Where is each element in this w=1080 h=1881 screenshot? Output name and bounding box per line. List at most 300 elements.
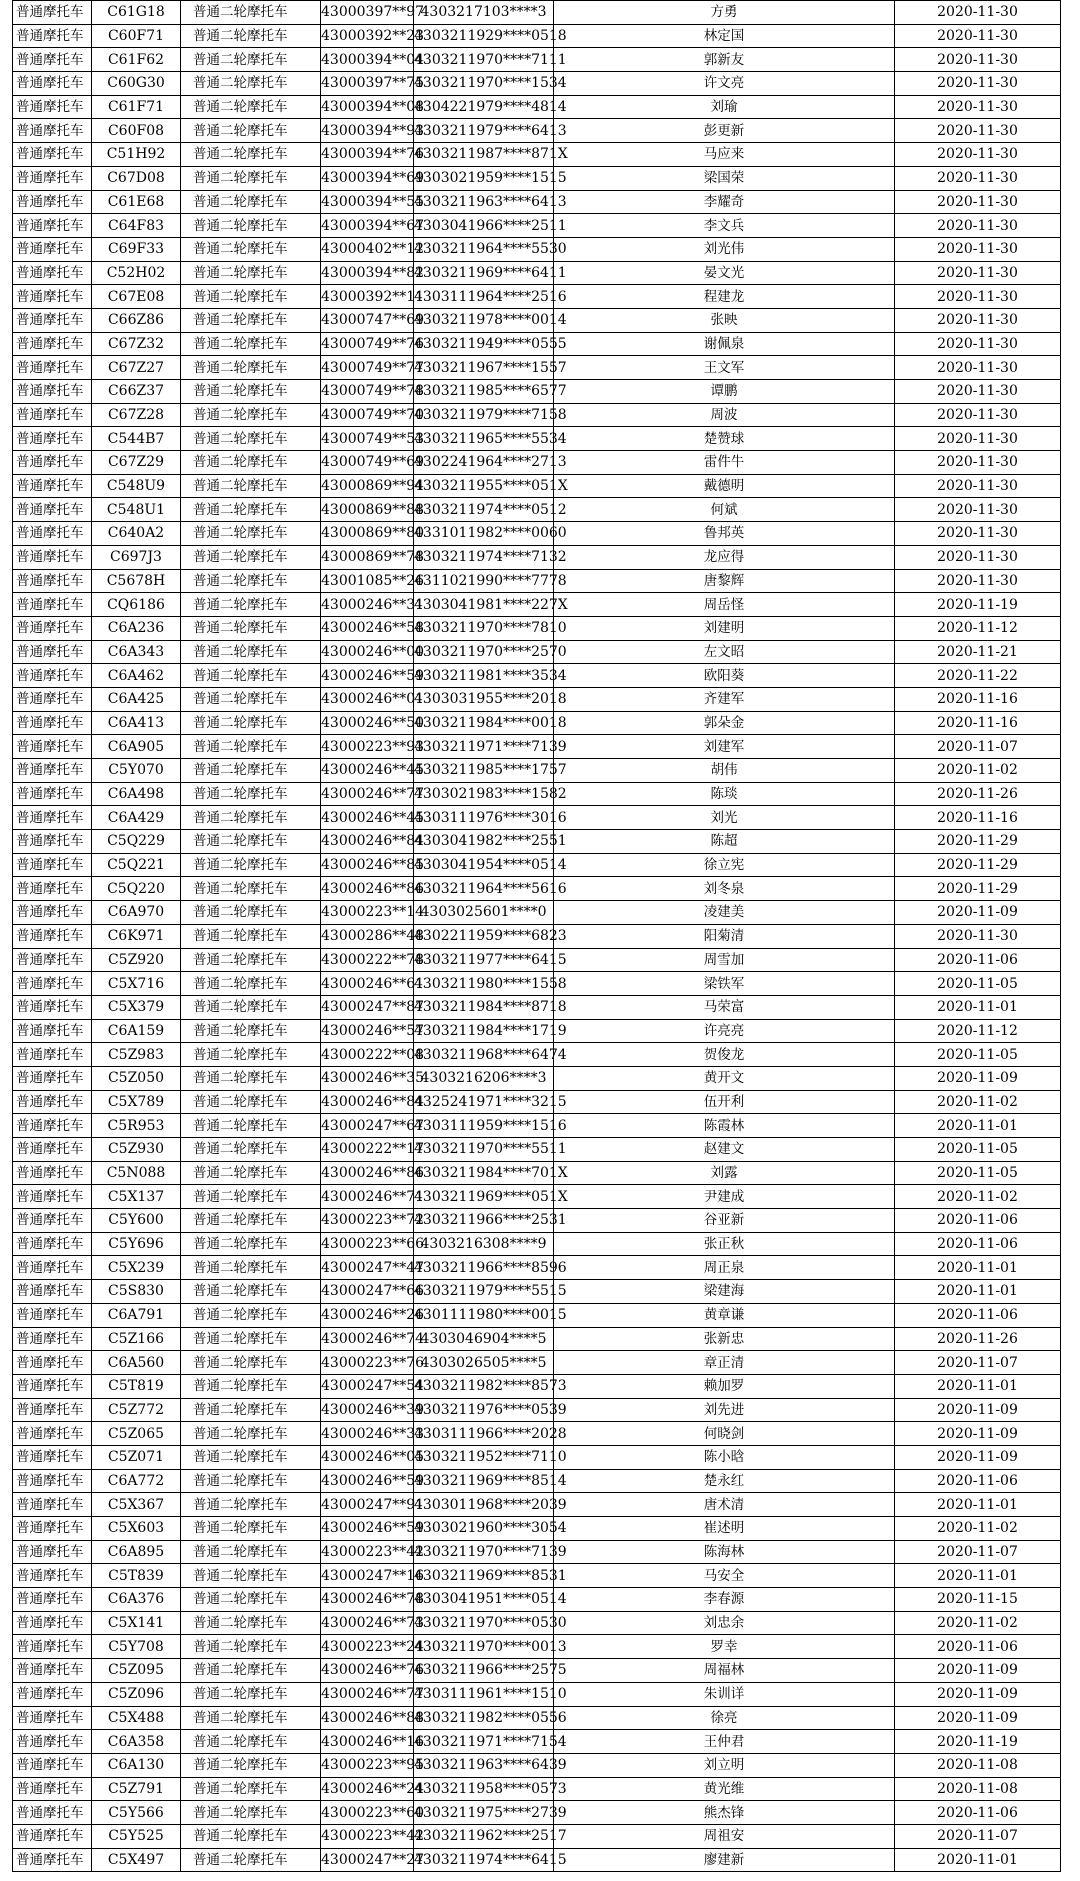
owner-name-cell: 陈超 xyxy=(554,830,895,854)
vehicle-type-cell: 普通摩托车 xyxy=(13,1066,92,1090)
vehicle-type-cell: 普通摩托车 xyxy=(13,1517,92,1541)
vehicle-class-cell: 普通二轮摩托车 xyxy=(181,143,321,167)
vehicle-type-cell: 普通摩托车 xyxy=(13,806,92,830)
id-number-cell: 4303021959****1515 xyxy=(414,166,554,190)
vehicle-class-cell: 普通二轮摩托车 xyxy=(181,237,321,261)
date-cell: 2020-11-30 xyxy=(895,498,1061,522)
license-number-cell: 43000869**94 xyxy=(321,474,414,498)
date-cell: 2020-11-02 xyxy=(895,759,1061,783)
vehicle-type-cell: 普通摩托车 xyxy=(13,403,92,427)
plate-number-cell: C6K971 xyxy=(92,924,181,948)
vehicle-type-cell: 普通摩托车 xyxy=(13,545,92,569)
vehicle-type-cell: 普通摩托车 xyxy=(13,853,92,877)
vehicle-type-cell: 普通摩托车 xyxy=(13,1256,92,1280)
table-row xyxy=(13,972,1061,996)
id-number-cell: 4303211969****8531 xyxy=(414,1564,554,1588)
id-number-cell: 4303211985****6577 xyxy=(414,380,554,404)
license-number-cell: 43000223**76 xyxy=(321,1351,414,1375)
owner-name-cell: 黄开文 xyxy=(554,1066,895,1090)
id-number-cell: 4303211979****7158 xyxy=(414,403,554,427)
id-number-cell: 4303211952****7110 xyxy=(414,1445,554,1469)
plate-number-cell: C6A358 xyxy=(92,1730,181,1754)
date-cell: 2020-11-09 xyxy=(895,1706,1061,1730)
table-row xyxy=(13,1753,1061,1777)
owner-name-cell: 黄章谦 xyxy=(554,1303,895,1327)
date-cell: 2020-11-30 xyxy=(895,308,1061,332)
table-row xyxy=(13,1327,1061,1351)
owner-name-cell: 罗幸 xyxy=(554,1635,895,1659)
license-number-cell: 43000222**78 xyxy=(321,948,414,972)
id-number-cell: 4303216206****3 xyxy=(414,1066,554,1090)
plate-number-cell: C6A236 xyxy=(92,616,181,640)
vehicle-class-cell: 普通二轮摩托车 xyxy=(181,877,321,901)
vehicle-class-cell: 普通二轮摩托车 xyxy=(181,948,321,972)
license-number-cell: 43000223**95 xyxy=(321,1753,414,1777)
plate-number-cell: C6A159 xyxy=(92,1019,181,1043)
plate-number-cell: C5678H xyxy=(92,569,181,593)
license-number-cell: 43000246**76 xyxy=(321,1659,414,1683)
license-number-cell: 43000869**80 xyxy=(321,522,414,546)
table-row xyxy=(13,1540,1061,1564)
date-cell: 2020-11-01 xyxy=(895,995,1061,1019)
license-number-cell: 43000394**69 xyxy=(321,166,414,190)
vehicle-class-cell: 普通二轮摩托车 xyxy=(181,1138,321,1162)
owner-name-cell: 陈海林 xyxy=(554,1540,895,1564)
plate-number-cell: C697J3 xyxy=(92,545,181,569)
plate-number-cell: C5Q221 xyxy=(92,853,181,877)
license-number-cell: 43000392**11 xyxy=(321,285,414,309)
license-number-cell: 43000747**69 xyxy=(321,308,414,332)
table-row xyxy=(13,995,1061,1019)
vehicle-class-cell: 普通二轮摩托车 xyxy=(181,664,321,688)
table-row xyxy=(13,1801,1061,1825)
owner-name-cell: 龙应得 xyxy=(554,545,895,569)
id-number-cell: 4303211985****1757 xyxy=(414,759,554,783)
license-number-cell: 43000397**75 xyxy=(321,72,414,96)
license-number-cell: 43000246**33 xyxy=(321,1422,414,1446)
plate-number-cell: C5Y708 xyxy=(92,1635,181,1659)
license-number-cell: 43000223**14 xyxy=(321,901,414,925)
owner-name-cell: 戴德明 xyxy=(554,474,895,498)
id-number-cell: 4303211970****7139 xyxy=(414,1540,554,1564)
id-number-cell: 4303111976****3016 xyxy=(414,806,554,830)
date-cell: 2020-11-12 xyxy=(895,1019,1061,1043)
vehicle-class-cell: 普通二轮摩托车 xyxy=(181,24,321,48)
owner-name-cell: 周雪加 xyxy=(554,948,895,972)
table-row xyxy=(13,522,1061,546)
license-number-cell: 43000869**88 xyxy=(321,498,414,522)
owner-name-cell: 黄光维 xyxy=(554,1777,895,1801)
vehicle-class-cell: 普通二轮摩托车 xyxy=(181,616,321,640)
vehicle-class-cell: 普通二轮摩托车 xyxy=(181,1232,321,1256)
owner-name-cell: 雷件牛 xyxy=(554,451,895,475)
owner-name-cell: 梁国荣 xyxy=(554,166,895,190)
vehicle-type-cell: 普通摩托车 xyxy=(13,830,92,854)
vehicle-class-cell: 普通二轮摩托车 xyxy=(181,1730,321,1754)
vehicle-type-cell: 普通摩托车 xyxy=(13,1374,92,1398)
date-cell: 2020-11-12 xyxy=(895,616,1061,640)
id-number-cell: 4303217103****3 xyxy=(414,1,554,25)
plate-number-cell: C6A425 xyxy=(92,687,181,711)
vehicle-class-cell: 普通二轮摩托车 xyxy=(181,166,321,190)
owner-name-cell: 楚永红 xyxy=(554,1469,895,1493)
table-row xyxy=(13,569,1061,593)
plate-number-cell: C5Y696 xyxy=(92,1232,181,1256)
owner-name-cell: 梁建海 xyxy=(554,1280,895,1304)
plate-number-cell: C5Q220 xyxy=(92,877,181,901)
owner-name-cell: 左文昭 xyxy=(554,640,895,664)
table-row xyxy=(13,1161,1061,1185)
date-cell: 2020-11-30 xyxy=(895,166,1061,190)
vehicle-class-cell: 普通二轮摩托车 xyxy=(181,1588,321,1612)
vehicle-type-cell: 普通摩托车 xyxy=(13,616,92,640)
date-cell: 2020-11-30 xyxy=(895,119,1061,143)
table-row xyxy=(13,1303,1061,1327)
vehicle-class-cell: 普通二轮摩托车 xyxy=(181,261,321,285)
vehicle-class-cell: 普通二轮摩托车 xyxy=(181,972,321,996)
license-number-cell: 43000749**78 xyxy=(321,380,414,404)
license-number-cell: 43000246**57 xyxy=(321,1019,414,1043)
vehicle-type-cell: 普通摩托车 xyxy=(13,190,92,214)
plate-number-cell: C6A376 xyxy=(92,1588,181,1612)
plate-number-cell: C5X497 xyxy=(92,1848,181,1872)
vehicle-class-cell: 普通二轮摩托车 xyxy=(181,214,321,238)
license-number-cell: 43000223**66 xyxy=(321,1232,414,1256)
vehicle-type-cell: 普通摩托车 xyxy=(13,1445,92,1469)
plate-number-cell: C69F33 xyxy=(92,237,181,261)
owner-name-cell: 周波 xyxy=(554,403,895,427)
table-row xyxy=(13,332,1061,356)
date-cell: 2020-11-16 xyxy=(895,806,1061,830)
id-number-cell: 4303211970****7810 xyxy=(414,616,554,640)
table-row xyxy=(13,1469,1061,1493)
owner-name-cell: 许亮亮 xyxy=(554,1019,895,1043)
table-row xyxy=(13,1019,1061,1043)
license-number-cell: 43000246**74 xyxy=(321,1327,414,1351)
plate-number-cell: C5X137 xyxy=(92,1185,181,1209)
license-number-cell: 43000246**88 xyxy=(321,1706,414,1730)
owner-name-cell: 齐建军 xyxy=(554,687,895,711)
owner-name-cell: 周祖安 xyxy=(554,1824,895,1848)
vehicle-class-cell: 普通二轮摩托车 xyxy=(181,95,321,119)
vehicle-type-cell: 普通摩托车 xyxy=(13,995,92,1019)
date-cell: 2020-11-21 xyxy=(895,640,1061,664)
table-row xyxy=(13,782,1061,806)
date-cell: 2020-11-09 xyxy=(895,901,1061,925)
date-cell: 2020-11-06 xyxy=(895,1232,1061,1256)
vehicle-type-cell: 普通摩托车 xyxy=(13,1682,92,1706)
table-row xyxy=(13,498,1061,522)
vehicle-class-cell: 普通二轮摩托车 xyxy=(181,1422,321,1446)
vehicle-type-cell: 普通摩托车 xyxy=(13,972,92,996)
id-number-cell: 4303211929****0518 xyxy=(414,24,554,48)
date-cell: 2020-11-30 xyxy=(895,924,1061,948)
vehicle-type-cell: 普通摩托车 xyxy=(13,95,92,119)
table-row xyxy=(13,166,1061,190)
owner-name-cell: 刘建明 xyxy=(554,616,895,640)
vehicle-type-cell: 普通摩托车 xyxy=(13,1493,92,1517)
plate-number-cell: C67Z32 xyxy=(92,332,181,356)
table-row xyxy=(13,308,1061,332)
vehicle-type-cell: 普通摩托车 xyxy=(13,901,92,925)
table-row xyxy=(13,616,1061,640)
license-number-cell: 43000247**54 xyxy=(321,1374,414,1398)
owner-name-cell: 彭更新 xyxy=(554,119,895,143)
id-number-cell: 4303211963****6413 xyxy=(414,190,554,214)
date-cell: 2020-11-30 xyxy=(895,332,1061,356)
id-number-cell: 4303041951****0514 xyxy=(414,1588,554,1612)
date-cell: 2020-11-02 xyxy=(895,1185,1061,1209)
table-row xyxy=(13,1777,1061,1801)
id-number-cell: 4311021990****7778 xyxy=(414,569,554,593)
plate-number-cell: C5Z096 xyxy=(92,1682,181,1706)
plate-number-cell: C5X716 xyxy=(92,972,181,996)
license-number-cell: 43000749**69 xyxy=(321,451,414,475)
license-number-cell: 43000246**50 xyxy=(321,711,414,735)
plate-number-cell: C67D08 xyxy=(92,166,181,190)
vehicle-type-cell: 普通摩托车 xyxy=(13,261,92,285)
vehicle-type-cell: 普通摩托车 xyxy=(13,711,92,735)
vehicle-type-cell: 普通摩托车 xyxy=(13,1801,92,1825)
owner-name-cell: 欧阳葵 xyxy=(554,664,895,688)
license-number-cell: 43000286**48 xyxy=(321,924,414,948)
vehicle-type-cell: 普通摩托车 xyxy=(13,1303,92,1327)
id-number-cell: 4303211982****0556 xyxy=(414,1706,554,1730)
table-row xyxy=(13,640,1061,664)
vehicle-type-cell: 普通摩托车 xyxy=(13,1730,92,1754)
table-row xyxy=(13,1422,1061,1446)
date-cell: 2020-11-29 xyxy=(895,830,1061,854)
license-number-cell: 43000246**77 xyxy=(321,782,414,806)
date-cell: 2020-11-30 xyxy=(895,285,1061,309)
license-number-cell: 43000247**16 xyxy=(321,1564,414,1588)
table-row xyxy=(13,119,1061,143)
date-cell: 2020-11-30 xyxy=(895,427,1061,451)
plate-number-cell: C6A462 xyxy=(92,664,181,688)
table-row xyxy=(13,451,1061,475)
vehicle-type-cell: 普通摩托车 xyxy=(13,1398,92,1422)
date-cell: 2020-11-07 xyxy=(895,735,1061,759)
plate-number-cell: C61F71 xyxy=(92,95,181,119)
vehicle-class-cell: 普通二轮摩托车 xyxy=(181,1280,321,1304)
vehicle-type-cell: 普通摩托车 xyxy=(13,782,92,806)
date-cell: 2020-11-29 xyxy=(895,853,1061,877)
owner-name-cell: 朱训详 xyxy=(554,1682,895,1706)
id-number-cell: 4303211965****5534 xyxy=(414,427,554,451)
vehicle-class-cell: 普通二轮摩托车 xyxy=(181,403,321,427)
owner-name-cell: 周岳怪 xyxy=(554,593,895,617)
plate-number-cell: C67Z27 xyxy=(92,356,181,380)
vehicle-class-cell: 普通二轮摩托车 xyxy=(181,1398,321,1422)
vehicle-class-cell: 普通二轮摩托车 xyxy=(181,356,321,380)
id-number-cell: 4303211987****871X xyxy=(414,143,554,167)
vehicle-class-cell: 普通二轮摩托车 xyxy=(181,332,321,356)
date-cell: 2020-11-16 xyxy=(895,711,1061,735)
plate-number-cell: C6A772 xyxy=(92,1469,181,1493)
vehicle-class-cell: 普通二轮摩托车 xyxy=(181,830,321,854)
vehicle-type-cell: 普通摩托车 xyxy=(13,1185,92,1209)
vehicle-class-cell: 普通二轮摩托车 xyxy=(181,569,321,593)
plate-number-cell: C6A429 xyxy=(92,806,181,830)
date-cell: 2020-11-01 xyxy=(895,1114,1061,1138)
plate-number-cell: C5Y525 xyxy=(92,1824,181,1848)
date-cell: 2020-11-30 xyxy=(895,380,1061,404)
date-cell: 2020-11-30 xyxy=(895,190,1061,214)
vehicle-class-cell: 普通二轮摩托车 xyxy=(181,687,321,711)
plate-number-cell: C548U1 xyxy=(92,498,181,522)
table-row xyxy=(13,1066,1061,1090)
owner-name-cell: 马安全 xyxy=(554,1564,895,1588)
table-row xyxy=(13,1090,1061,1114)
id-number-cell: 4303211969****8514 xyxy=(414,1469,554,1493)
plate-number-cell: C6A130 xyxy=(92,1753,181,1777)
table-row xyxy=(13,545,1061,569)
table-row xyxy=(13,1588,1061,1612)
id-number-cell: 4303011968****2039 xyxy=(414,1493,554,1517)
vehicle-type-cell: 普通摩托车 xyxy=(13,1564,92,1588)
id-number-cell: 4303211984****8718 xyxy=(414,995,554,1019)
vehicle-class-cell: 普通二轮摩托车 xyxy=(181,498,321,522)
date-cell: 2020-11-09 xyxy=(895,1682,1061,1706)
table-row xyxy=(13,1611,1061,1635)
license-number-cell: 43000223**60 xyxy=(321,1801,414,1825)
vehicle-type-cell: 普通摩托车 xyxy=(13,1588,92,1612)
vehicle-type-cell: 普通摩托车 xyxy=(13,759,92,783)
table-row xyxy=(13,901,1061,925)
table-row xyxy=(13,1232,1061,1256)
owner-name-cell: 刘冬泉 xyxy=(554,877,895,901)
owner-name-cell: 徐亮 xyxy=(554,1706,895,1730)
owner-name-cell: 刘忠余 xyxy=(554,1611,895,1635)
id-number-cell: 4303211982****8573 xyxy=(414,1374,554,1398)
date-cell: 2020-11-30 xyxy=(895,356,1061,380)
license-number-cell: 43000246**86 xyxy=(321,1161,414,1185)
table-row xyxy=(13,1706,1061,1730)
vehicle-type-cell: 普通摩托车 xyxy=(13,1611,92,1635)
vehicle-class-cell: 普通二轮摩托车 xyxy=(181,1256,321,1280)
license-number-cell: 43000246**59 xyxy=(321,1469,414,1493)
date-cell: 2020-11-09 xyxy=(895,1422,1061,1446)
vehicle-type-cell: 普通摩托车 xyxy=(13,593,92,617)
license-number-cell: 43000247**91 xyxy=(321,1493,414,1517)
table-row xyxy=(13,1730,1061,1754)
owner-name-cell: 李文兵 xyxy=(554,214,895,238)
id-number-cell: 4303211970****0013 xyxy=(414,1635,554,1659)
owner-name-cell: 赖加罗 xyxy=(554,1374,895,1398)
owner-name-cell: 凌建美 xyxy=(554,901,895,925)
date-cell: 2020-11-30 xyxy=(895,237,1061,261)
license-number-cell: 43000247**87 xyxy=(321,995,414,1019)
plate-number-cell: C6A791 xyxy=(92,1303,181,1327)
owner-name-cell: 郭新友 xyxy=(554,48,895,72)
id-number-cell: 4303211971****7154 xyxy=(414,1730,554,1754)
table-row xyxy=(13,95,1061,119)
license-number-cell: 43000394**55 xyxy=(321,190,414,214)
id-number-cell: 4303216308****9 xyxy=(414,1232,554,1256)
id-number-cell: 4303041954****0514 xyxy=(414,853,554,877)
id-number-cell: 4304221979****4814 xyxy=(414,95,554,119)
table-row xyxy=(13,403,1061,427)
vehicle-type-cell: 普通摩托车 xyxy=(13,664,92,688)
date-cell: 2020-11-30 xyxy=(895,261,1061,285)
plate-number-cell: C6A895 xyxy=(92,1540,181,1564)
plate-number-cell: C6A970 xyxy=(92,901,181,925)
plate-number-cell: C5Q229 xyxy=(92,830,181,854)
id-number-cell: 4303041981****227X xyxy=(414,593,554,617)
date-cell: 2020-11-06 xyxy=(895,1801,1061,1825)
id-number-cell: 4301111980****0015 xyxy=(414,1303,554,1327)
vehicle-class-cell: 普通二轮摩托车 xyxy=(181,924,321,948)
license-number-cell: 43000869**78 xyxy=(321,545,414,569)
id-number-cell: 4303211979****6413 xyxy=(414,119,554,143)
id-number-cell: 4303211970****5511 xyxy=(414,1138,554,1162)
owner-name-cell: 周正泉 xyxy=(554,1256,895,1280)
owner-name-cell: 唐术清 xyxy=(554,1493,895,1517)
vehicle-class-cell: 普通二轮摩托车 xyxy=(181,285,321,309)
license-number-cell: 43000402**12 xyxy=(321,237,414,261)
vehicle-class-cell: 普通二轮摩托车 xyxy=(181,451,321,475)
table-row xyxy=(13,24,1061,48)
vehicle-class-cell: 普通二轮摩托车 xyxy=(181,1161,321,1185)
vehicle-type-cell: 普通摩托车 xyxy=(13,356,92,380)
table-row xyxy=(13,735,1061,759)
license-number-cell: 43000246**26 xyxy=(321,1303,414,1327)
owner-name-cell: 伍开利 xyxy=(554,1090,895,1114)
vehicle-class-cell: 普通二轮摩托车 xyxy=(181,1540,321,1564)
table-row xyxy=(13,1209,1061,1233)
id-number-cell: 4303111966****2028 xyxy=(414,1422,554,1446)
license-number-cell: 43000222**17 xyxy=(321,1138,414,1162)
vehicle-class-cell: 普通二轮摩托车 xyxy=(181,1706,321,1730)
table-row xyxy=(13,1517,1061,1541)
table-row xyxy=(13,830,1061,854)
date-cell: 2020-11-19 xyxy=(895,1730,1061,1754)
vehicle-class-cell: 普通二轮摩托车 xyxy=(181,427,321,451)
table-row xyxy=(13,759,1061,783)
owner-name-cell: 梁铁军 xyxy=(554,972,895,996)
owner-name-cell: 陈小晗 xyxy=(554,1445,895,1469)
id-number-cell: 4303211980****1558 xyxy=(414,972,554,996)
vehicle-class-cell: 普通二轮摩托车 xyxy=(181,1066,321,1090)
date-cell: 2020-11-15 xyxy=(895,1588,1061,1612)
vehicle-class-cell: 普通二轮摩托车 xyxy=(181,1185,321,1209)
license-number-cell: 43000246**24 xyxy=(321,1777,414,1801)
date-cell: 2020-11-30 xyxy=(895,403,1061,427)
vehicle-type-cell: 普通摩托车 xyxy=(13,1114,92,1138)
id-number-cell: 4303111964****2516 xyxy=(414,285,554,309)
plate-number-cell: C5X488 xyxy=(92,1706,181,1730)
plate-number-cell: C67E08 xyxy=(92,285,181,309)
table-row xyxy=(13,924,1061,948)
id-number-cell: 4303211984****701X xyxy=(414,1161,554,1185)
vehicle-class-cell: 普通二轮摩托车 xyxy=(181,806,321,830)
date-cell: 2020-11-30 xyxy=(895,143,1061,167)
id-number-cell: 4303046904****5 xyxy=(414,1327,554,1351)
table-row xyxy=(13,48,1061,72)
license-number-cell: 43000222**08 xyxy=(321,1043,414,1067)
plate-number-cell: C5Z050 xyxy=(92,1066,181,1090)
table-row xyxy=(13,593,1061,617)
id-number-cell: 4303211958****0573 xyxy=(414,1777,554,1801)
owner-name-cell: 崔述明 xyxy=(554,1517,895,1541)
id-number-cell: 4303111959****1516 xyxy=(414,1114,554,1138)
plate-number-cell: C52H02 xyxy=(92,261,181,285)
plate-number-cell: C5Z772 xyxy=(92,1398,181,1422)
table-row xyxy=(13,877,1061,901)
vehicle-type-cell: 普通摩托车 xyxy=(13,1280,92,1304)
plate-number-cell: C61F62 xyxy=(92,48,181,72)
plate-number-cell: C5Z930 xyxy=(92,1138,181,1162)
